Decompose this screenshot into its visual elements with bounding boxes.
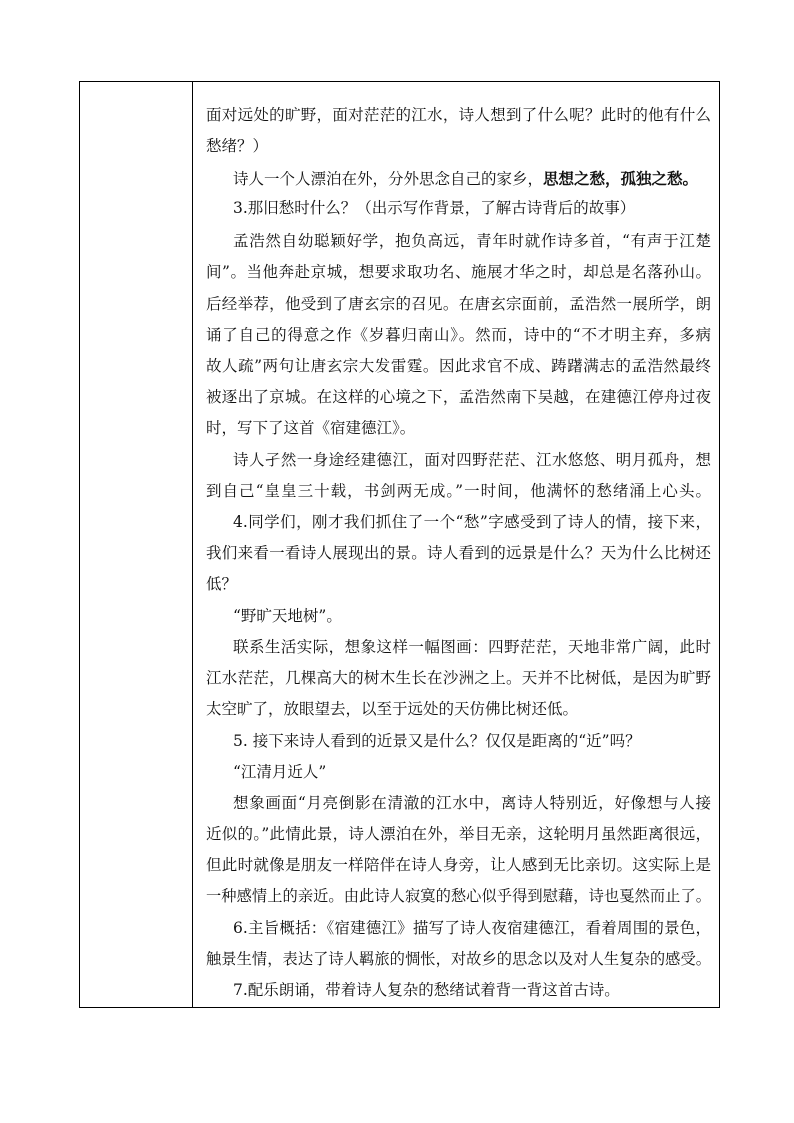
text-line: 被逐出了京城。在这样的心境之下，孟浩然南下吴越，在建德江停舟过夜 [206,388,711,406]
text-line: 4.同学们，刚才我们抓住了一个“愁”字感受到了诗人的情，接下来， [233,513,711,531]
text-line: 联系生活实际，想象这样一幅图画：四野茫茫，天地非常广阔，此时 [233,638,711,656]
text-line: 诗人孑然一身途经建德江，面对四野茫茫、江水悠悠、明月孤舟，想 [233,451,711,469]
text-run: 诗人一个人漂泊在外，分外思念自己的家乡， [233,170,544,188]
text-line: 太空旷了，放眼望去，以至于远处的天仿佛比树还低。 [206,700,579,718]
text-line: 近似的。”此情此景，诗人漂泊在外，举目无亲，这轮明月虽然距离很远， [206,825,711,843]
text-line: 我们来看一看诗人展现出的景。诗人看到的远景是什么？天为什么比树还 [206,544,711,562]
text-line: 5. 接下来诗人看到的近景又是什么？仅仅是距离的“近”吗？ [233,732,641,750]
text-line: 面对远处的旷野，面对茫茫的江水，诗人想到了什么呢？此时的他有什么 [206,106,711,124]
text-line: 孟浩然自幼聪颖好学，抱负高远，青年时就作诗多首，“有声于江楚 [233,232,711,250]
text-line: 故人疏”两句让唐玄宗大发雷霆。因此求官不成、踌躇满志的孟浩然最终 [206,357,711,375]
text-line: “野旷天地树”。 [233,607,342,625]
text-line: 3.那旧愁时什么？（出示写作背景，了解古诗背后的故事） [233,199,636,217]
text-line: 江水茫茫，几棵高大的树木生长在沙洲之上。天并不比树低，是因为旷野 [206,669,711,687]
text-line: 6.主旨概括：《宿建德江》描写了诗人夜宿建德江，看着周围的景色， [233,919,711,937]
text-line: 7.配乐朗诵，带着诗人复杂的愁绪试着背一背这首古诗。 [233,981,620,999]
text-line: 到自己“皇皇三十载，书剑两无成。”一时间，他满怀的愁绪涌上心头。 [206,482,711,500]
text-line: 一种感情上的亲近。由此诗人寂寞的愁心似乎得到慰藉，诗也戛然而止了。 [206,887,711,905]
text-line: 但此时就像是朋友一样陪伴在诗人身旁，让人感到无比亲切。这实际上是 [206,856,711,874]
text-line: 诵了自己的得意之作《岁暮归南山》。然而，诗中的“不才明主弃，多病 [206,326,711,344]
text-line: 低？ [206,575,238,593]
lesson-table [79,81,720,1008]
table-left-cell [80,82,193,1007]
text-line [233,167,711,191]
text-line: 想象画面“月亮倒影在清澈的江水中，离诗人特别近，好像想与人接 [233,794,711,812]
text-line: 时，写下了这首《宿建德江》。 [206,419,416,437]
text-line: 后经举荐，他受到了唐玄宗的召见。在唐玄宗面前，孟浩然一展所学，朗 [206,295,711,313]
text-line: 间”。当他奔赴京城，想要求取功名、施展才华之时，却总是名落孙山。 [206,263,711,281]
bold-emphasis: 思想之愁，孤独之愁。 [543,169,699,188]
table-content-cell [194,82,719,1007]
text-line: “江清月近人” [233,763,327,781]
text-line: 触景生情，表达了诗人羁旅的惆怅，对故乡的思念以及对人生复杂的感受。 [206,950,711,968]
text-line: 愁绪？） [206,137,269,155]
